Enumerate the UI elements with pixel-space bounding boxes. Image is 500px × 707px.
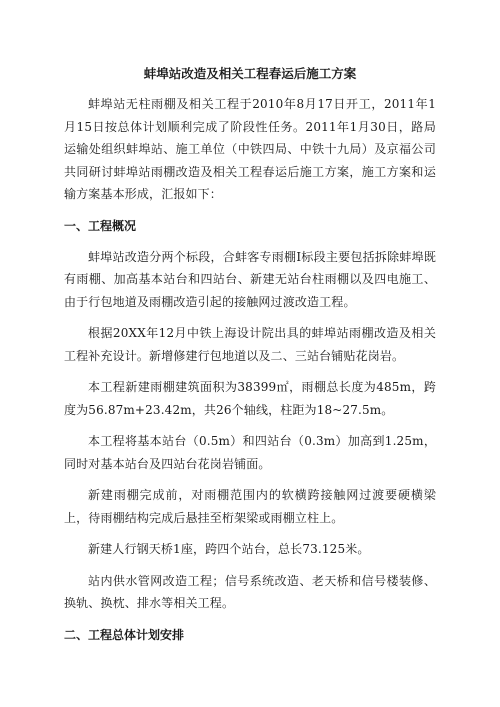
section-heading-schedule: 二、工程总体计划安排 — [64, 627, 185, 642]
overview-paragraph-1: 蚌埠站改造分两个标段，合蚌客专雨棚Ⅰ标段主要包括拆除蚌埠既有雨棚、加高基本站台和四站台、新建无站台柱雨棚以及四电施工、由于行包地道及雨棚改造引起的接触网过渡改造工程。 — [64, 249, 436, 309]
overview-paragraph-6: 新建人行钢天桥1座，跨四个站台，总长73.125米。 — [88, 542, 370, 556]
overview-paragraph-5: 新建雨棚完成前，对雨棚范围内的软横跨接触网过渡要硬横梁上，待雨棚结构完成后悬挂至桁架梁或雨棚立柱上。 — [64, 488, 436, 525]
overview-paragraph-3: 本工程新建雨棚建筑面积为38399㎡，雨棚总长度为485m，跨度为56.87m+23.42m，共26个轴线，柱距为18~27.5m。 — [64, 380, 436, 417]
overview-paragraph-2: 根据20XX年12月中铁上海设计院出具的蚌埠站雨棚改造及相关工程补充设计。新增修建行包地道以及二、三站台铺贴花岗岩。 — [64, 326, 436, 363]
intro-paragraph: 蚌埠站无柱雨棚及相关工程于2010年8月17日开工，2011年1月15日按总体计划顺利完成了阶段性任务。2011年1月30日，路局运输处组织蚌埠站、施工单位（中铁四局、中铁十九局）及京福公司共同研讨蚌埠站雨棚改造及相关工程春运后施工方案，施工方案和运输方案基本形成，汇报如下： — [64, 97, 436, 201]
overview-paragraph-4: 本工程将基本站台（0.5m）和四站台（0.3m）加高到1.25m，同时对基本站台及四站台花岗岩铺面。 — [64, 434, 436, 471]
section-heading-overview: 一、工程概况 — [64, 218, 137, 233]
overview-paragraph-7: 站内供水管网改造工程；信号系统改造、老天桥和信号楼装修、换轨、换枕、排水等相关工程。 — [64, 573, 436, 610]
document-title: 蚌埠站改造及相关工程春运后施工方案 — [143, 66, 357, 81]
